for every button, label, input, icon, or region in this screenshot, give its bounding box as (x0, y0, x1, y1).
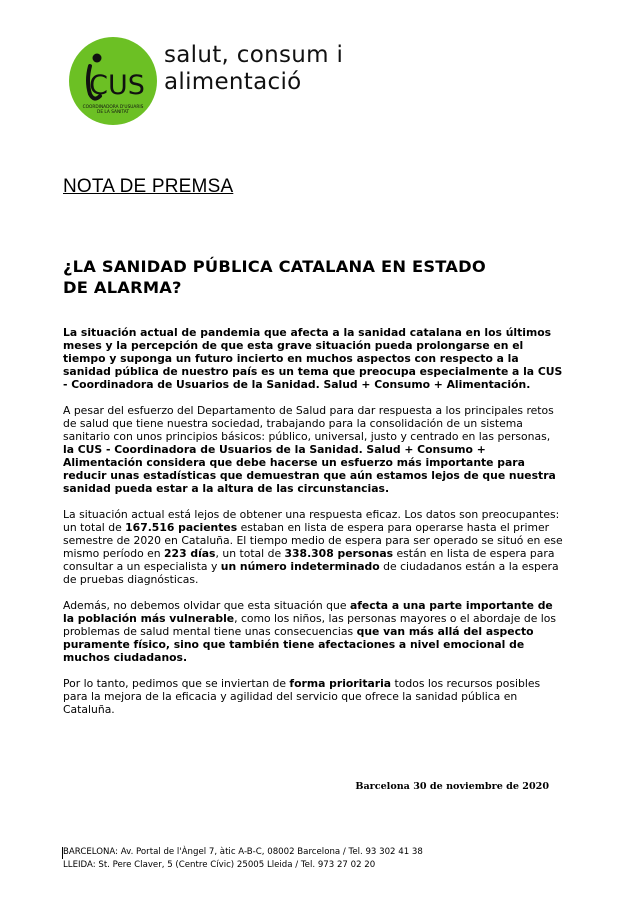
paragraph-intro (63, 326, 563, 391)
text-run: Por lo tanto, pedimos que se inviertan de (63, 677, 290, 690)
bold-run: forma prioritaria (289, 677, 392, 690)
text-run: A pesar del esfuerzo del Departamento de Salud para dar respuesta a los principales retos de salud que tiene nuestra sociedad, trabajando para la consolidación de un sistema sanitario con unos principios básicos: público, universal, justo y centrado en las personas, (63, 404, 554, 443)
press-release-body (63, 326, 563, 729)
text-run: Además, no debemos olvidar que esta situación que (63, 599, 350, 612)
text-run: todos los recursos posibles para la mejora de la eficacia y agilidad del servicio que ofrece la sanidad pública en Cataluña. (63, 677, 541, 716)
bold-run: 167.516 pacientes (125, 521, 238, 534)
organization-logo (68, 36, 632, 136)
bold-run: 223 días (164, 547, 216, 560)
logo-badge-text: CUS (89, 70, 145, 101)
bold-run: que van más allá del aspecto puramente físico, sino que también tiene afectaciones a nivel emocional de muchos ciudadanos. (63, 625, 534, 664)
headline (63, 256, 543, 298)
bold-run: la CUS - Coordinadora de Usuarios de la Sanidad. Salud + Consumo + Alimentación considera que debe hacerse un esfuerzo más importante para reducir unas estadísticas que demuestran que aún estamos lejos de que nuestra sanidad pueda estar a la altura de las circunstancias. (63, 443, 556, 495)
paragraph-vulnerable (63, 599, 563, 664)
logo-badge-caption-1: COORDINADORA D'USUARIS (82, 105, 144, 110)
paragraph-statistics (63, 508, 563, 586)
footer-lleida: LLEIDA: St. Pere Claver, 5 (Centre Cívic) 25005 Lleida / Tel. 973 27 02 20 (63, 860, 376, 870)
bold-run: un número indeterminado (220, 560, 380, 573)
paragraph-health-dept (63, 404, 563, 495)
bold-run: 338.308 personas (284, 547, 394, 560)
footer-addresses (63, 846, 423, 872)
text-run: , como los niños, las personas mayores o el abordaje de los problemas de salud mental tiene unas consecuencias (63, 612, 557, 638)
paragraph-conclusion (63, 677, 563, 716)
footer-barcelona: BARCELONA: Av. Portal de l'Àngel 7, àtic A-B-C, 08002 Barcelona / Tel. 93 302 41 38 (63, 847, 423, 857)
footer-divider (62, 847, 63, 859)
text-run: La situación actual está lejos de obtener una respuesta eficaz. Los datos son preocupantes: un total de (63, 508, 560, 534)
cus-logo-badge (68, 36, 158, 126)
text-run: están en lista de espera para consultar a un especialista y (63, 547, 555, 573)
headline-line2: DE ALARMA? (63, 278, 182, 297)
text-run: estaban en lista de espera para operarse hasta el primer semestre de 2020 en Cataluña. El tiempo medio de espera para ser operado se situó en ese mismo período en (63, 521, 563, 560)
text-run: de ciudadanos están a la espera de pruebas diagnósticas. (63, 560, 559, 586)
logo-badge-caption-2: DE LA SANITAT (97, 110, 129, 115)
date-signoff: Barcelona 30 de noviembre de 2020 (355, 781, 549, 792)
text-run: , un total de (215, 547, 285, 560)
bold-run: afecta a una parte importante de la población más vulnerable (63, 599, 553, 625)
document-label: NOTA DE PREMSA (63, 176, 234, 197)
logo-wordmark-line2: alimentació (164, 69, 302, 95)
paragraph-intro-bold: La situación actual de pandemia que afecta a la sanidad catalana en los últimos meses y la percepción de que esta grave situación pueda prolongarse en el tiempo y suponga un futuro incierto en muchos aspectos con respecto a la sanidad pública de nuestro país es un tema que preocupa especialmente a la CUS - Coordinadora de Usuarios de la Sanidad. Salud + Consumo + Alimentación. (63, 326, 563, 391)
logo-figure-head (93, 54, 102, 63)
headline-line1: ¿LA SANIDAD PÚBLICA CATALANA EN ESTADO (63, 257, 486, 276)
logo-wordmark-line1: salut, consum i (164, 42, 344, 68)
logo-wordmark (164, 42, 343, 96)
